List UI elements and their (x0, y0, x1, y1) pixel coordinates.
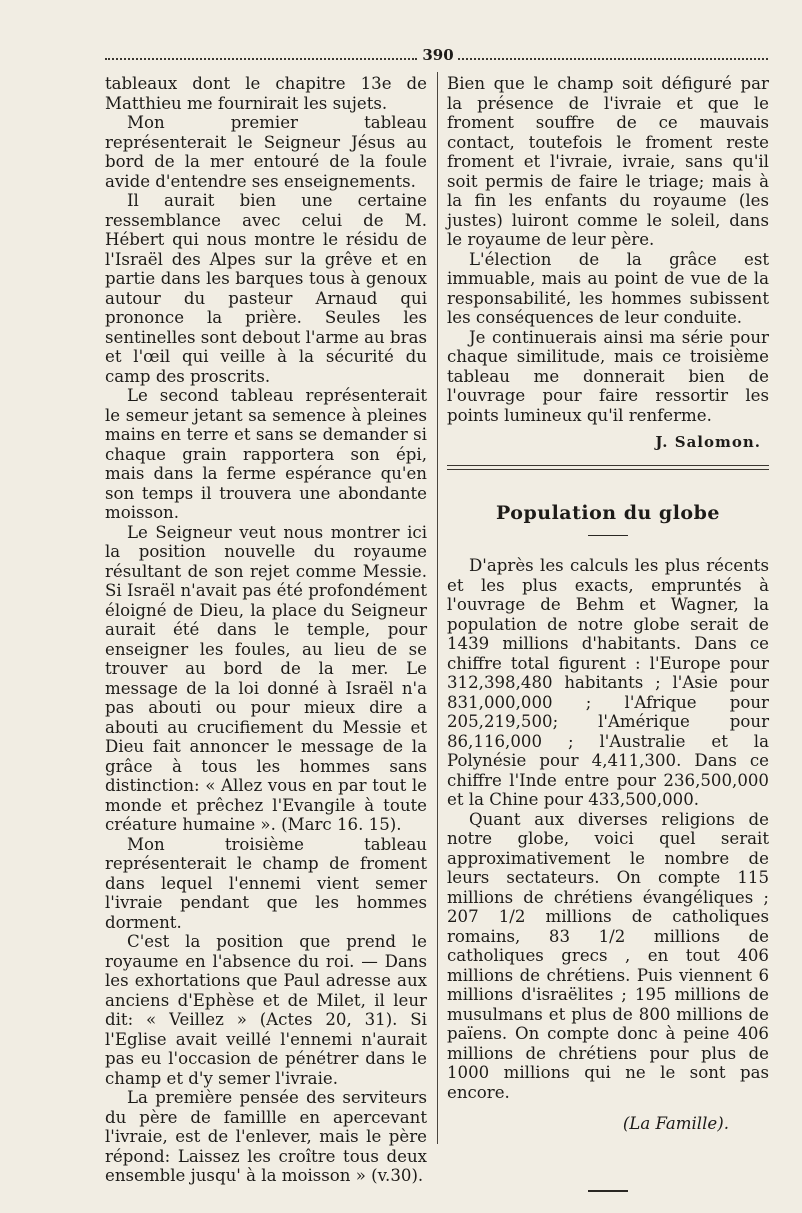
signature: J. Salomon. (655, 433, 761, 451)
paragraph: tableaux dont le chapitre 13e de Matthieu me fournirait les sujets. (105, 74, 427, 113)
header-rule-left (105, 58, 417, 60)
left-column (105, 74, 427, 1186)
paragraph: Le Seigneur veut nous montrer ici la position nouvelle du royaume résultant de son rejet comme Messie. Si Israël n'avait pas été profondément éloigné de Dieu, la place du Seigneur aurait été dans le temple, pour enseigner les foules, au lieu de se trouver au bord de la mer. Le message de la loi donné à Israël n'a pas abouti ou pour mieux dire a abouti au crucifiement du Messie et Dieu fait annoncer le message de la grâce à tous les hommes sans distinction: « Allez vous en par tout le monde et prêchez l'Evangile à toute créature humaine ». (Marc 16. 15). (105, 522, 427, 834)
title-dash (588, 535, 628, 536)
paragraph: Mon troisième tableau représenterait le champ de froment dans lequel l'ennemi vient semer l'ivraie pendant que les hommes dorment. (105, 834, 427, 932)
paragraph: C'est la position que prend le royaume en l'absence du roi. — Dans les exhortations que Paul adresse aux anciens d'Ephèse et de Milet, il leur dit: « Veillez » (Actes 20, 31). Si l'Eglise avait veillé l'ennemi n'aurait pas eu l'occasion de pénétrer dans le champ et d'y semer l'ivraie. (105, 932, 427, 1088)
separator-rule (447, 469, 769, 470)
paragraph: Quant aux diverses religions de notre globe, voici quel serait approximativement le nombre de leurs sectateurs. On compte 115 millions de chrétiens évangéliques ; 207 1/2 millions de catholiques romains, 83 1/2 millions de catholiques grecs , en tout 406 millions de chrétiens. Puis viennent 6 millions d'israëlites ; 195 millions de musulmans et plus de 800 millions de païens. On compte donc à peine 406 millions de chrétiens pour plus de 1000 millions qui ne le sont pas encore. (447, 809, 769, 1102)
right-column (447, 74, 769, 1192)
column-divider (437, 72, 438, 1144)
paragraph: Il aurait bien une certaine ressemblance avec celui de M. Hébert qui nous montre le résidu de l'Israël des Alpes sur la grêve et en partie dans les barques tous à genoux autour du pasteur Arnaud qui prononce la prière. Seules les sentinelles sont debout l'arme au bras et l'œil qui veille à la sécurité du camp des proscrits. (105, 191, 427, 386)
paragraph: Mon premier tableau représenterait le Seigneur Jésus au bord de la mer entouré de la foule avide d'entendre ses enseignements. (105, 113, 427, 191)
paragraph: L'élection de la grâce est immuable, mais au point de vue de la responsabilité, les hommes subissent les conséquences de leur conduite. (447, 249, 769, 327)
paragraph: D'après les calculs les plus récents et les plus exacts, empruntés à l'ouvrage de Behm et Wagner, la population de notre globe serait de 1439 millions d'habitants. Dans ce chiffre total figurent : l'Europe pour 312,398,480 habitants ; l'Asie pour 831,000,000 ; l'Afrique pour 205,219,500; l'Amérique pour 86,116,000 ; l'Australie et la Polynésie pour 4,411,300. Dans ce chiffre l'Inde entre pour 236,500,000 et la Chine pour 433,500,000. (447, 556, 769, 809)
section-title: Population du globe (496, 501, 720, 524)
paragraph: Je continuerais ainsi ma série pour chaque similitude, mais ce troisième tableau me donnerait bien de l'ouvrage pour faire ressortir les points lumineux qu'il renferme. (447, 327, 769, 425)
source-citation: (La Famille). (622, 1114, 729, 1133)
page-number: 390 (422, 46, 454, 64)
separator-rule (447, 465, 769, 466)
end-dash (588, 1190, 628, 1192)
header-rule-right (458, 58, 768, 60)
paragraph: Le second tableau représenterait le semeur jetant sa semence à pleines mains en terre et sans se demander si chaque grain rapportera son épi, mais dans la ferme espérance qu'en son temps il trouvera une abondante moisson. (105, 386, 427, 522)
paragraph: Bien que le champ soit défiguré par la présence de l'ivraie et que le froment souffre de ce mauvais contact, toutefois le froment reste froment et l'ivraie, ivraie, sans qu'il soit permis de faire le triage; mais à la fin les enfants du royaume (les justes) luiront comme le soleil, dans le royaume de leur père. (447, 74, 769, 249)
paragraph: La première pensée des serviteurs du père de famillle en apercevant l'ivraie, est de l'enlever, mais le père répond: Laissez les croître tous deux ensemble jusqu' à la moisson » (v.30). (105, 1088, 427, 1185)
